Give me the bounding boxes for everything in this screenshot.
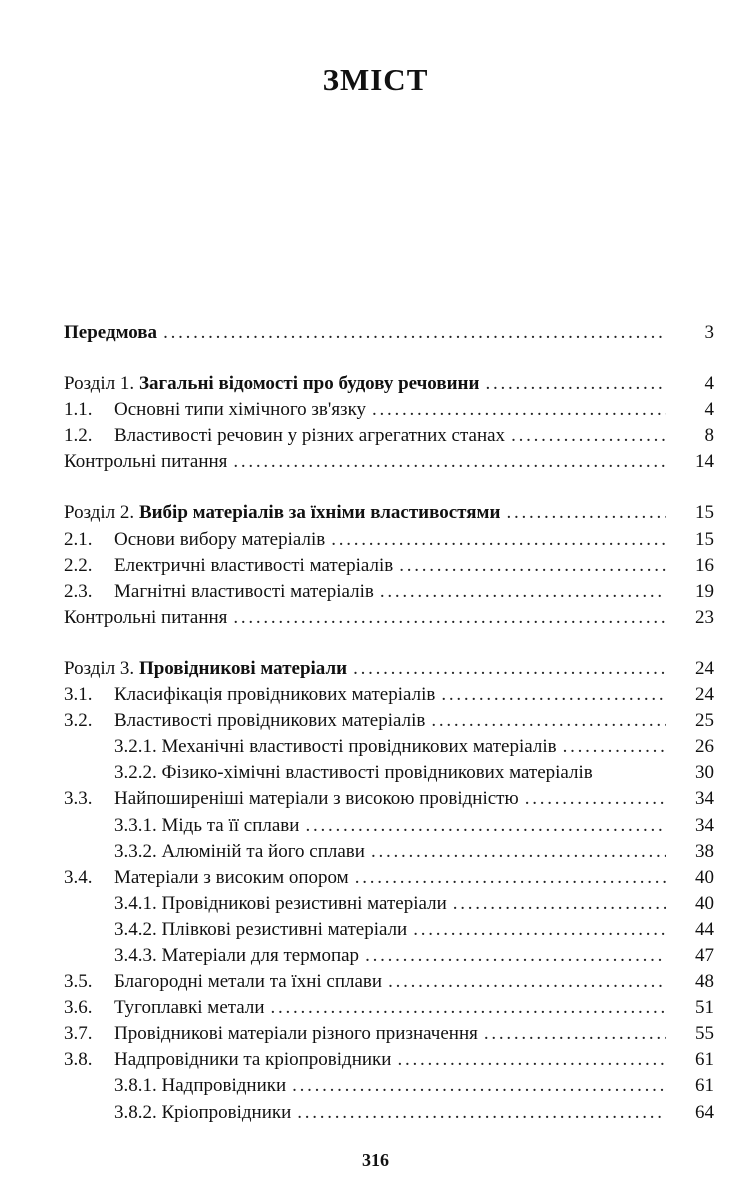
toc-entry <box>64 760 714 786</box>
toc-entry-label: Основні типи хімічного зв'язку <box>114 399 367 421</box>
toc-entry <box>64 320 714 346</box>
toc-page-number: 15 <box>695 528 714 550</box>
toc-entry-number: 2.1. <box>64 528 93 550</box>
toc-page-number: 14 <box>695 451 714 473</box>
toc-page-number: 34 <box>695 814 714 836</box>
dot-leader <box>413 917 666 943</box>
toc-entry-label: Властивості провідникових матеріалів <box>114 710 426 732</box>
toc-chapter-prefix: Розділ 2. <box>64 502 139 524</box>
toc-entry-title <box>114 813 299 839</box>
toc-entry <box>64 579 714 605</box>
toc-entry-number: 3.5. <box>64 971 93 993</box>
toc-page-number: 26 <box>695 736 714 758</box>
toc-entry <box>64 449 714 475</box>
toc-entry <box>64 500 714 526</box>
toc-page-number: 44 <box>695 918 714 940</box>
dot-leader <box>399 553 666 579</box>
toc-entry-number: 3.7. <box>64 1023 93 1045</box>
toc-entry-title <box>114 760 593 786</box>
toc-entry-title <box>114 1021 478 1047</box>
toc-entry-title <box>114 734 557 760</box>
toc-entry-title <box>114 423 505 449</box>
toc-page-number: 61 <box>695 1049 714 1071</box>
toc-entry-label: Вибір матеріалів за їхніми властивостями <box>138 502 501 524</box>
toc-entry <box>64 943 714 969</box>
dot-leader <box>441 682 666 708</box>
toc-entry-title <box>114 708 425 734</box>
toc-entry-number: 3.3. <box>64 788 93 810</box>
toc-entry-label: 3.2.1. Механічні властивості провідникових матеріалів <box>114 736 557 758</box>
toc-entry-label: Електричні властивості матеріалів <box>114 554 394 576</box>
toc-page-number: 64 <box>695 1101 714 1123</box>
toc-page-number: 25 <box>695 710 714 732</box>
dot-leader <box>297 1100 666 1126</box>
toc-page-number: 24 <box>695 684 714 706</box>
dot-leader <box>431 708 666 734</box>
toc-page-number: 24 <box>695 657 714 679</box>
toc-entry <box>64 605 714 631</box>
dot-leader <box>485 371 666 397</box>
dot-leader <box>233 449 666 475</box>
toc-page-number: 23 <box>695 606 714 628</box>
dot-leader <box>525 786 666 812</box>
toc-entry-title <box>114 891 447 917</box>
toc-entry-title <box>114 527 325 553</box>
toc-page-number: 15 <box>695 502 714 524</box>
toc-entry-label: 3.8.1. Надпровідники <box>114 1075 287 1097</box>
toc-page-number: 40 <box>695 866 714 888</box>
toc-entry-label: 3.4.3. Матеріали для термопар <box>114 944 360 966</box>
toc-entry <box>64 917 714 943</box>
toc-page-number: 8 <box>704 425 714 447</box>
toc-entry-label: Основи вибору матеріалів <box>114 528 326 550</box>
toc-page-number: 47 <box>695 944 714 966</box>
toc-page-number: 30 <box>695 762 714 784</box>
dot-leader <box>372 397 666 423</box>
dot-leader <box>380 579 666 605</box>
toc-entry <box>64 708 714 734</box>
toc-entry-label: Магнітні властивості матеріалів <box>114 580 374 602</box>
toc-chapter-prefix: Розділ 1. <box>64 373 139 395</box>
toc-entry <box>64 423 714 449</box>
toc-entry-label: 3.4.2. Плівкові резистивні матеріали <box>114 918 408 940</box>
toc-entry <box>64 1100 714 1126</box>
toc-entry <box>64 891 714 917</box>
dot-leader <box>353 656 666 682</box>
toc-entry-label: 3.8.2. Кріопровідники <box>114 1101 292 1123</box>
table-of-contents <box>64 320 714 1126</box>
toc-entry <box>64 1073 714 1099</box>
toc-entry-title <box>64 500 500 526</box>
dot-leader <box>163 320 666 346</box>
toc-entry-title <box>64 656 347 682</box>
toc-page-number: 61 <box>695 1075 714 1097</box>
dot-leader <box>397 1047 666 1073</box>
toc-page-number: 51 <box>695 997 714 1019</box>
toc-entry-label: Класифікація провідникових матеріалів <box>114 684 436 706</box>
toc-entry <box>64 656 714 682</box>
toc-entry-title <box>114 579 374 605</box>
toc-entry <box>64 397 714 423</box>
toc-entry <box>64 527 714 553</box>
toc-page-number: 4 <box>704 399 714 421</box>
toc-entry <box>64 553 714 579</box>
dot-leader <box>453 891 666 917</box>
toc-page-number: 4 <box>704 373 714 395</box>
toc-page-number: 38 <box>695 840 714 862</box>
toc-entry-title <box>114 1073 286 1099</box>
toc-entry <box>64 1021 714 1047</box>
toc-entry-number: 2.3. <box>64 580 93 602</box>
toc-entry-title <box>114 865 349 891</box>
toc-entry-title <box>64 605 227 631</box>
toc-entry-title <box>114 943 359 969</box>
dot-leader <box>305 813 666 839</box>
toc-entry-label: Загальні відомості про будову речовини <box>138 373 480 395</box>
dot-leader <box>233 605 666 631</box>
toc-entry-title <box>114 1047 391 1073</box>
toc-entry <box>64 734 714 760</box>
dot-leader <box>371 839 666 865</box>
toc-entry-number: 3.1. <box>64 684 93 706</box>
toc-page-number: 3 <box>704 322 714 343</box>
toc-entry <box>64 865 714 891</box>
toc-entry-number: 3.6. <box>64 997 93 1019</box>
dot-leader <box>506 500 666 526</box>
toc-entry-label: Тугоплавкі метали <box>114 997 265 1019</box>
toc-entry-title <box>64 320 157 346</box>
dot-leader <box>271 995 666 1021</box>
toc-entry-label: Найпоширеніші матеріали з високою провідністю <box>114 788 519 810</box>
dot-leader <box>292 1073 666 1099</box>
toc-entry <box>64 1047 714 1073</box>
toc-entry-number: 3.2. <box>64 710 93 732</box>
toc-entry-label: Передмова <box>64 322 158 343</box>
dot-leader <box>355 865 666 891</box>
toc-entry-title <box>114 839 365 865</box>
toc-entry-label: Надпровідники та кріопровідники <box>114 1049 392 1071</box>
toc-entry-label: Контрольні питання <box>64 451 228 473</box>
toc-entry <box>64 371 714 397</box>
toc-entry-title <box>114 553 393 579</box>
toc-entry-label: 3.3.1. Мідь та її сплави <box>114 814 300 836</box>
toc-entry-title <box>114 786 519 812</box>
dot-leader <box>331 527 666 553</box>
toc-entry-title <box>114 995 265 1021</box>
toc-entry-title <box>114 917 407 943</box>
toc-chapter-prefix: Розділ 3. <box>64 657 139 679</box>
toc-entry-label: Провідникові матеріали різного призначення <box>114 1023 478 1045</box>
toc-entry-number: 3.4. <box>64 866 93 888</box>
toc-entry-label: Благородні метали та їхні сплави <box>114 971 383 993</box>
toc-entry-label: Властивості речовин у різних агрегатних станах <box>114 425 506 447</box>
toc-page-number: 16 <box>695 554 714 576</box>
toc-entry-title <box>64 371 479 397</box>
toc-entry-number: 3.8. <box>64 1049 93 1071</box>
toc-page-number: 55 <box>695 1023 714 1045</box>
toc-entry-title <box>114 397 366 423</box>
toc-entry-title <box>114 969 382 995</box>
toc-entry-title <box>64 449 227 475</box>
toc-page-number: 34 <box>695 788 714 810</box>
toc-entry-label: Матеріали з високим опором <box>114 866 349 888</box>
toc-entry <box>64 969 714 995</box>
toc-entry-title <box>114 1100 291 1126</box>
toc-entry-label: Провідникові матеріали <box>138 657 348 679</box>
toc-page-number: 48 <box>695 971 714 993</box>
toc-entry <box>64 839 714 865</box>
toc-entry-number: 2.2. <box>64 554 93 576</box>
toc-entry <box>64 813 714 839</box>
toc-entry-number: 1.1. <box>64 399 93 421</box>
dot-leader <box>365 943 666 969</box>
toc-entry <box>64 995 714 1021</box>
toc-entry-label: 3.4.1. Провідникові резистивні матеріали <box>114 892 447 914</box>
dot-leader <box>511 423 666 449</box>
toc-entry <box>64 786 714 812</box>
toc-entry-number: 1.2. <box>64 425 93 447</box>
dot-leader <box>484 1021 666 1047</box>
toc-page-number: 40 <box>695 892 714 914</box>
toc-entry-label: 3.2.2. Фізико-хімічні властивості провідникових матеріалів <box>114 762 593 784</box>
dot-leader <box>563 734 666 760</box>
dot-leader <box>388 969 666 995</box>
page-number: 316 <box>362 1150 389 1170</box>
toc-entry-label: 3.3.2. Алюміній та його сплави <box>114 840 365 862</box>
toc-page-number: 19 <box>695 580 714 602</box>
toc-entry-title <box>114 682 435 708</box>
toc-entry <box>64 682 714 708</box>
toc-entry-label: Контрольні питання <box>64 606 228 628</box>
page-title: ЗМІСТ <box>322 62 429 97</box>
